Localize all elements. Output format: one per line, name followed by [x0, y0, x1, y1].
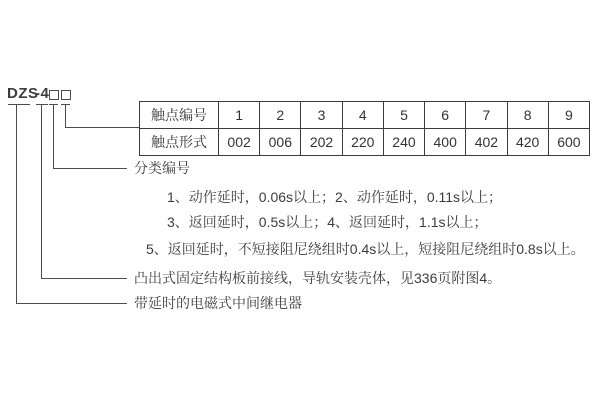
- table-cell: 600: [548, 129, 589, 156]
- table-cell: 002: [219, 129, 260, 156]
- connector-contact-table-vertical: [65, 104, 66, 127]
- table-cell: 402: [466, 129, 507, 156]
- table-cell: 9: [548, 102, 589, 129]
- table-cell: 202: [301, 129, 342, 156]
- model-series-number: -4: [35, 85, 50, 102]
- classification-label: 分类编号: [134, 160, 190, 176]
- classification-note-3: 5、返回延时，不短接阻尼绕组时0.4s以上，短接阻尼绕组时0.8s以上。: [146, 241, 585, 257]
- connector-classification-horizontal: [53, 168, 127, 169]
- table-cell: 1: [219, 102, 260, 129]
- table-cell: 400: [425, 129, 466, 156]
- table-cell: 006: [260, 129, 301, 156]
- connector-structure-horizontal: [41, 278, 127, 279]
- table-cell: 4: [342, 102, 383, 129]
- contact-form-row: [140, 129, 590, 156]
- row-header: 触点编号: [140, 102, 219, 129]
- model-placeholder-box-1-icon: [49, 90, 59, 100]
- table-cell: 2: [260, 102, 301, 129]
- model-placeholder-box-2-icon: [61, 90, 71, 100]
- model-prefix: DZS: [7, 85, 39, 102]
- connector-structure-vertical: [41, 104, 42, 278]
- classification-note-1: 1、动作延时，0.06s以上；2、动作延时，0.11s以上；: [167, 189, 503, 205]
- connector-relay-type-horizontal: [16, 303, 127, 304]
- table-cell: 240: [383, 129, 424, 156]
- contact-table: [139, 101, 590, 156]
- table-cell: 420: [507, 129, 548, 156]
- underline-series: [36, 104, 48, 105]
- row-header: 触点形式: [140, 129, 219, 156]
- table-cell: 3: [301, 102, 342, 129]
- classification-note-2: 3、返回延时，0.5s以上；4、返回延时，1.1s以上；: [167, 214, 488, 230]
- connector-contact-table-horizontal: [65, 127, 139, 128]
- table-cell: 5: [383, 102, 424, 129]
- relay-type-label: 带延时的电磁式中间继电器: [134, 295, 302, 311]
- table-cell: 220: [342, 129, 383, 156]
- table-cell: 8: [507, 102, 548, 129]
- table-cell: 7: [466, 102, 507, 129]
- connector-relay-type-vertical: [16, 104, 17, 303]
- structure-label: 凸出式固定结构板前接线，导轨安装壳体，见336页附图4。: [134, 270, 502, 286]
- underline-prefix: [8, 104, 30, 105]
- contact-number-row: [140, 102, 590, 129]
- table-cell: 6: [425, 102, 466, 129]
- connector-classification-vertical: [53, 104, 54, 168]
